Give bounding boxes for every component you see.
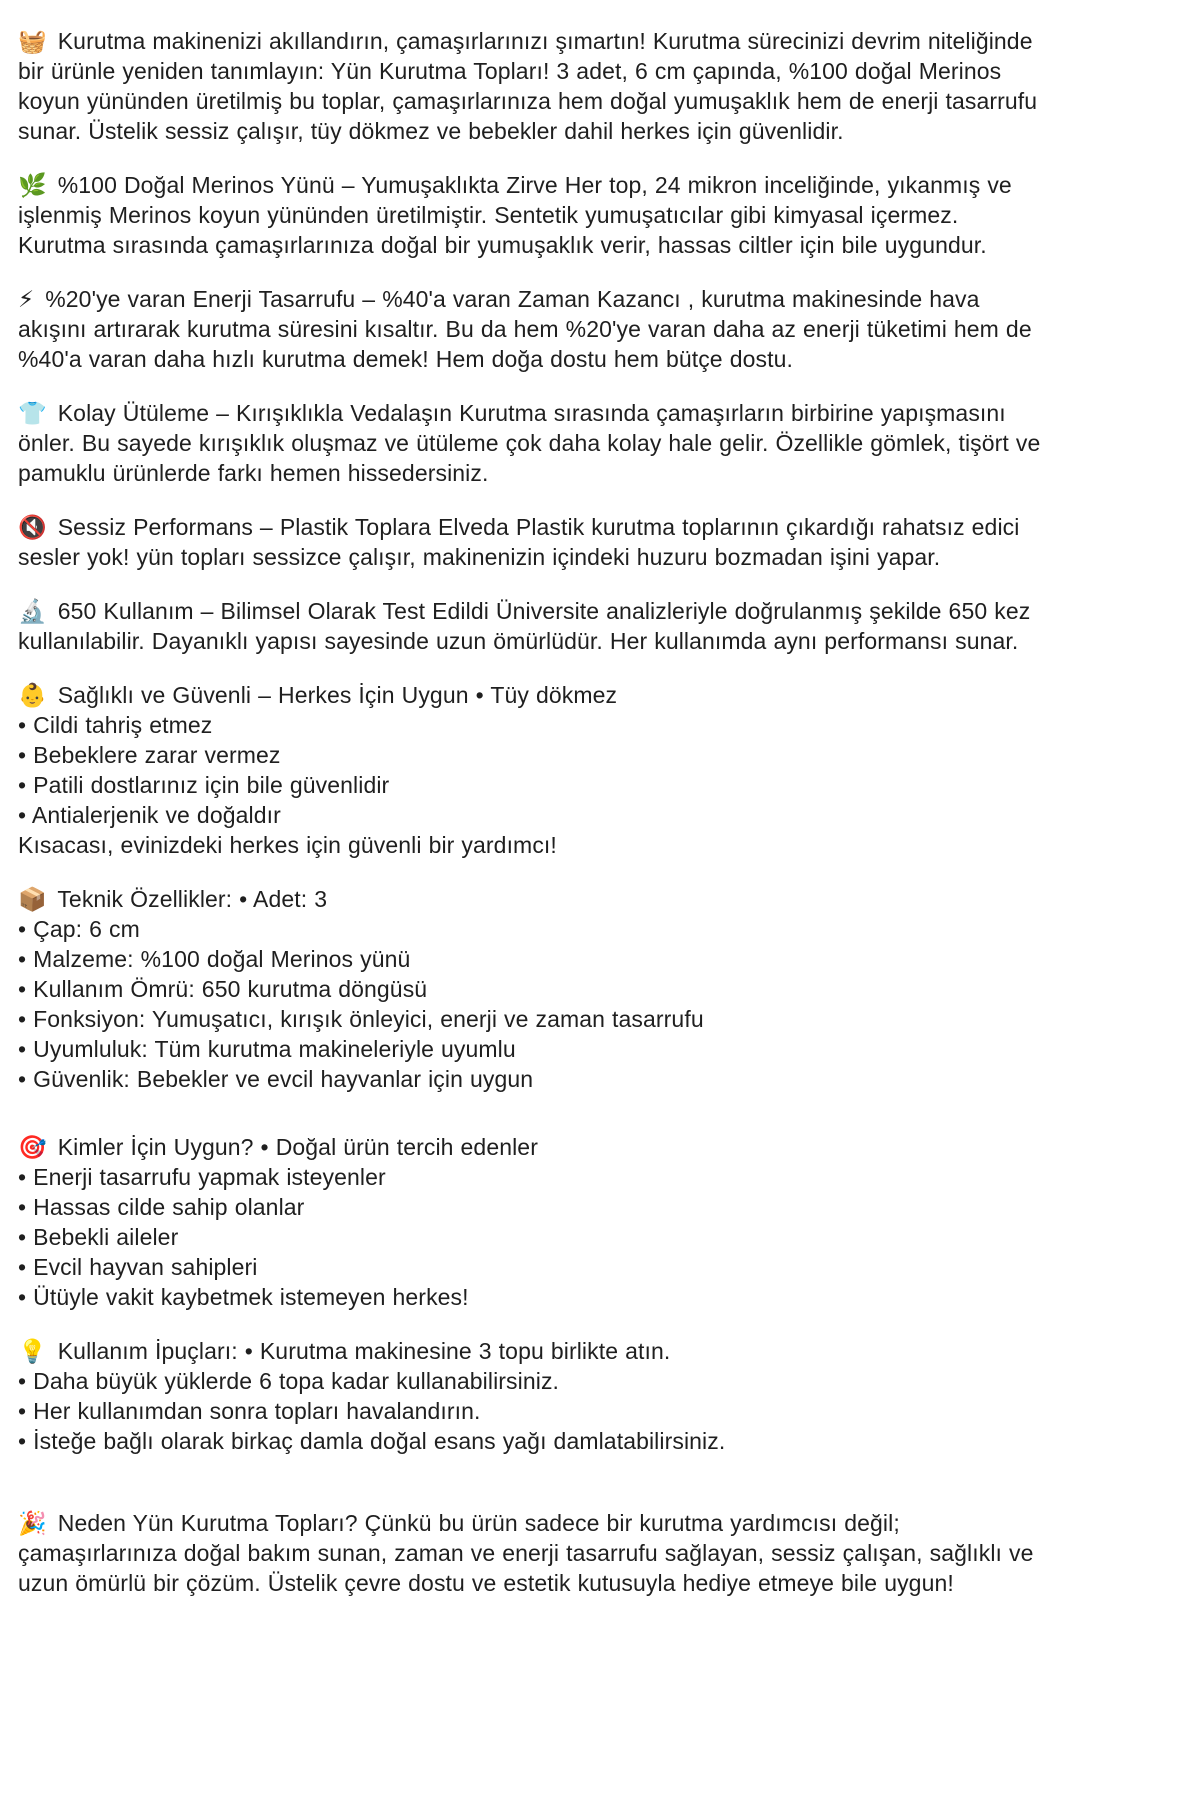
text-line: • Ütüyle vakit kaybetmek istemeyen herkes!	[18, 1284, 469, 1310]
text-line: • Bebeklere zarar vermez	[18, 742, 281, 768]
intro-paragraph	[18, 26, 1052, 146]
text-line: • Güvenlik: Bebekler ve evcil hayvanlar için uygun	[18, 1066, 534, 1092]
who-is-it-for-paragraph	[18, 1132, 1052, 1312]
package-icon: 📦	[18, 886, 47, 912]
easy-ironing-paragraph	[18, 398, 1052, 488]
text-line: • Bebekli aileler	[18, 1224, 179, 1250]
text-line: Kısacası, evinizdeki herkes için güvenli bir yardımcı!	[18, 832, 557, 858]
text-line: Teknik Özellikler: • Adet: 3	[50, 886, 328, 912]
microscope-icon: 🔬	[18, 598, 47, 624]
natural-wool-paragraph	[18, 170, 1052, 260]
text-line: • İsteğe bağlı olarak birkaç damla doğal esans yağı damlatabilirsiniz.	[18, 1428, 726, 1454]
text-line: • Fonksiyon: Yumuşatıcı, kırışık önleyici, enerji ve zaman tasarrufu	[18, 1006, 704, 1032]
text-line: • Malzeme: %100 doğal Merinos yünü	[18, 946, 411, 972]
why-wool-balls-paragraph	[18, 1508, 1052, 1598]
text-line: Kolay Ütüleme – Kırışıklıkla Vedalaşın Kurutma sırasında çamaşırların birbirine yapışmasını önler. Bu sayede kırışıklık oluşmaz ve ütüleme çok daha kolay hale gelir. Özellikle gömlek, tişört ve pamuklu ürünlerde farkı hemen hissedersiniz.	[18, 400, 1041, 486]
text-line: • Uyumluluk: Tüm kurutma makineleriyle uyumlu	[18, 1036, 516, 1062]
healthy-safe-paragraph	[18, 680, 1052, 860]
text-line: • Her kullanımdan sonra topları havalandırın.	[18, 1398, 481, 1424]
party-popper-icon: 🎉	[18, 1510, 47, 1536]
silent-performance-paragraph	[18, 512, 1052, 572]
text-line: • Cildi tahriş etmez	[18, 712, 213, 738]
text-line: 650 Kullanım – Bilimsel Olarak Test Edildi Üniversite analizleriyle doğrulanmış şekilde 650 kez kullanılabilir. Dayanıklı yapısı sayesinde uzun ömürlüdür. Her kullanımda aynı performansı sunar.	[18, 598, 1031, 654]
text-line: • Daha büyük yüklerde 6 topa kadar kullanabilirsiniz.	[18, 1368, 560, 1394]
energy-saving-paragraph	[18, 284, 1052, 374]
tshirt-icon: 👕	[18, 400, 47, 426]
text-line: • Kullanım Ömrü: 650 kurutma döngüsü	[18, 976, 428, 1002]
text-line: • Antialerjenik ve doğaldır	[18, 802, 281, 828]
baby-icon: 👶	[18, 682, 47, 708]
text-line: • Hassas cilde sahip olanlar	[18, 1194, 305, 1220]
text-line: Kimler İçin Uygun? • Doğal ürün tercih edenler	[50, 1134, 538, 1160]
text-line: %100 Doğal Merinos Yünü – Yumuşaklıkta Zirve Her top, 24 mikron inceliğinde, yıkanmış ve işlenmiş Merinos koyun yününden üretilmiştir. Sentetik yumuşatıcılar gibi kimyasal içermez. Kurutma sırasında çamaşırlarınıza doğal bir yumuşaklık verir, hassas ciltler için bile uygundur.	[18, 172, 1012, 258]
text-line: Sağlıklı ve Güvenli – Herkes İçin Uygun • Tüy dökmez	[50, 682, 618, 708]
lightning-icon: ⚡	[18, 286, 35, 312]
muted-speaker-icon: 🔇	[18, 514, 47, 540]
text-line: %20'ye varan Enerji Tasarrufu – %40'a varan Zaman Kazancı , kurutma makinesinde hava akışını artırarak kurutma süresini kısaltır. Bu da hem %20'ye varan daha az enerji tüketimi hem de %40'a varan daha hızlı kurutma demek! Hem doğa dostu hem bütçe dostu.	[18, 286, 1032, 372]
text-line: Kurutma makinenizi akıllandırın, çamaşırlarınızı şımartın! Kurutma sürecinizi devrim niteliğinde bir ürünle yeniden tanımlayın: Yün Kurutma Topları! 3 adet, 6 cm çapında, %100 doğal Merinos koyun yününden üretilmiş bu toplar, çamaşırlarınıza hem doğal yumuşaklık hem de enerji tasarrufu sunar. Üstelik sessiz çalışır, tüy dökmez ve bebekler dahil herkes için güvenlidir.	[18, 28, 1038, 144]
usage-tips-paragraph	[18, 1336, 1052, 1456]
text-line: Neden Yün Kurutma Topları? Çünkü bu ürün sadece bir kurutma yardımcısı değil; çamaşırlarınıza doğal bakım sunan, zaman ve enerji tasarrufu sağlayan, sessiz çalışan, sağlıklı ve uzun ömürlü bir çözüm. Üstelik çevre dostu ve estetik kutusuyla hediye etmeye bile uygun!	[18, 1510, 1034, 1596]
text-line: Sessiz Performans – Plastik Toplara Elveda Plastik kurutma toplarının çıkardığı rahatsız edici sesler yok! yün topları sessizce çalışır, makinenizin içindeki huzuru bozmadan işini yapar.	[18, 514, 1020, 570]
basket-icon: 🧺	[18, 28, 47, 54]
text-line: Kullanım İpuçları: • Kurutma makinesine 3 topu birlikte atın.	[50, 1338, 671, 1364]
target-icon: 🎯	[18, 1134, 47, 1160]
herb-icon: 🌿	[18, 172, 47, 198]
text-line: • Patili dostlarınız için bile güvenlidir	[18, 772, 390, 798]
technical-specs-paragraph	[18, 884, 1052, 1094]
text-line: • Enerji tasarrufu yapmak isteyenler	[18, 1164, 386, 1190]
text-line: • Çap: 6 cm	[18, 916, 140, 942]
text-line: • Evcil hayvan sahipleri	[18, 1254, 258, 1280]
650-uses-paragraph	[18, 596, 1052, 656]
lightbulb-icon: 💡	[18, 1338, 47, 1364]
